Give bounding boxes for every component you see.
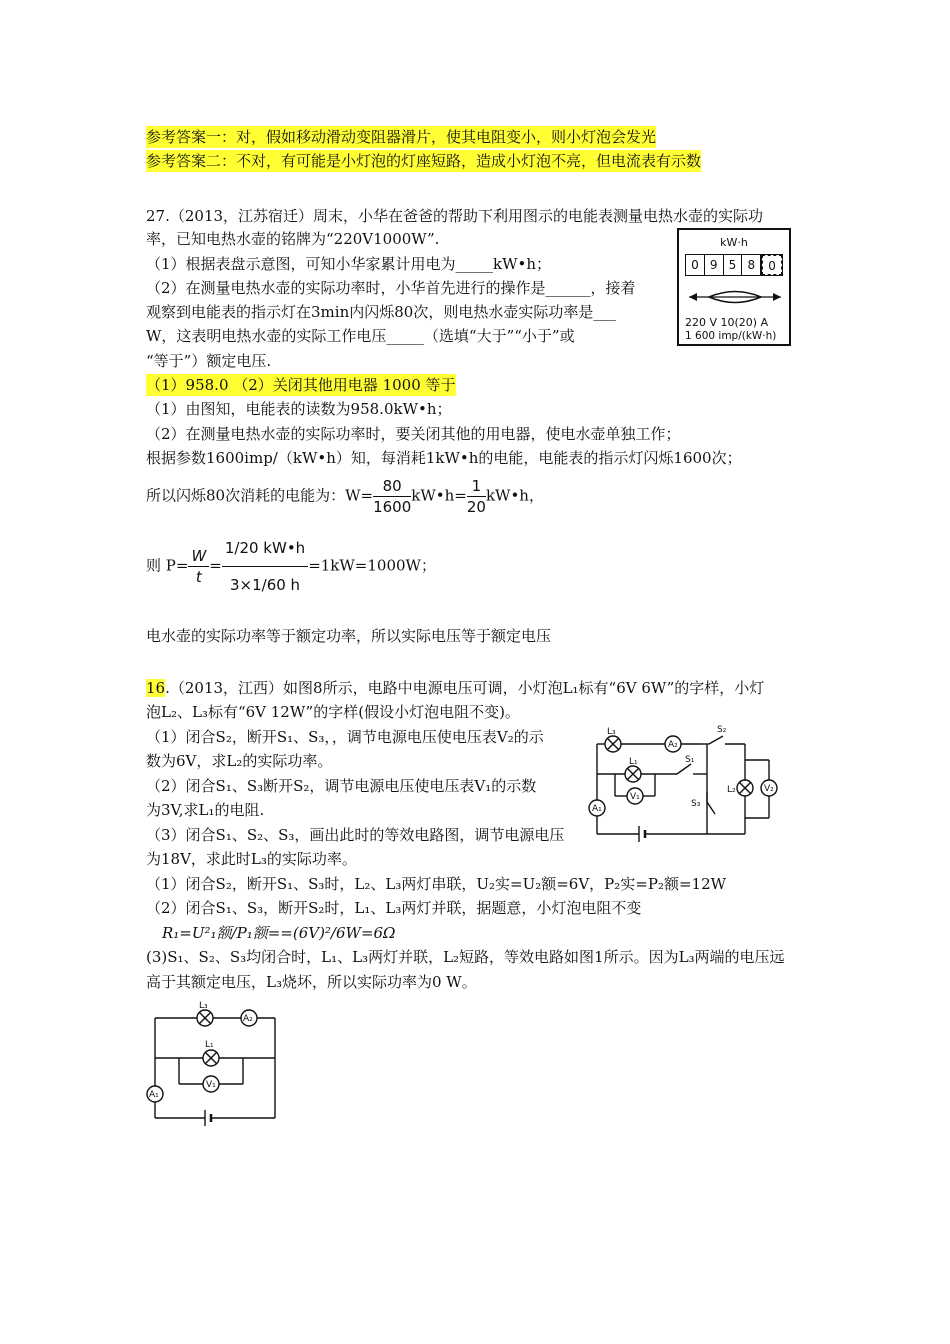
- q27-power-formula: 则 P= $\frac{W}{t}$ = $\frac{1/20 kW•h}{3\times 1/60 h}$ =1kW=1000W；: [146, 530, 436, 603]
- q27-line-6: W，这表明电热水壶的实际工作电压_____（选填“大于”“小于”或: [146, 327, 575, 345]
- q27-energy-formula: [146, 476, 544, 517]
- energy-meter-diagram: [677, 228, 791, 346]
- q27-solution-3: 根据参数1600imp/（kW•h）知，每消耗1kW•h的电能，电能表的指示灯闪烁1600次；: [146, 449, 742, 467]
- label-V2: V₂: [764, 784, 774, 794]
- q27-solution-1: （1）由图知，电能表的读数为958.0kW•h；: [146, 400, 452, 418]
- meter-rating: 220 V 10(20) A: [685, 316, 769, 329]
- q16-solution-4: (3)S₁、S₂、S₃均闭合时，L₁、L₃两灯并联，L₂短路，等效电路如图1所示。因为L₃两端的电压远: [146, 948, 785, 966]
- q16-line-3: （1）闭合S₂，断开S₁、S₃，，调节电源电压使电压表V₂的示: [146, 728, 544, 746]
- label-V1: V₁: [630, 792, 640, 802]
- label-L3: L₃: [607, 727, 616, 737]
- q27-conclusion: 电水壶的实际功率等于额定功率，所以实际电压等于额定电压: [146, 627, 552, 645]
- q16-solution-5: 高于其额定电压，L₃烧坏，所以实际功率为0 W。: [146, 973, 477, 991]
- fraction: [467, 476, 486, 517]
- meter-digit: 8: [742, 255, 762, 275]
- answer-two: 参考答案二：不对，有可能是小灯泡的灯座短路，造成小灯泡不亮，但电流表有示数: [146, 152, 702, 170]
- label-A2: A₂: [243, 1014, 253, 1024]
- fraction: [373, 476, 411, 517]
- fraction: [188, 546, 209, 587]
- q16-line-1-text: .（2013，江西）如图8所示，电路中电源电压可调，小灯泡L₁标有“6V 6W”的字样，小灯: [165, 679, 765, 697]
- label-L1: L₁: [205, 1040, 214, 1050]
- fraction-denominator: t: [195, 568, 202, 586]
- label-L2: L₂: [727, 785, 736, 795]
- label-L3: L₃: [199, 1001, 208, 1011]
- q16-solution-1: （1）闭合S₂，断开S₁、S₃时，L₂、L₃两灯串联，U₂实=U₂额=6V，P₂实=P₂额=12W: [146, 875, 727, 893]
- answer-one: 参考答案一：对，假如移动滑动变阻器滑片，使其电阻变小，则小灯泡会发光: [146, 128, 657, 146]
- compound-fraction: [222, 530, 308, 603]
- q27-solution-2: （2）在测量电热水壶的实际功率时，要关闭其他的用电器，使电水壶单独工作；: [146, 425, 681, 443]
- label-L1: L₁: [629, 757, 638, 767]
- equivalent-circuit-figure-1: [145, 1000, 285, 1128]
- fraction-numerator: 80: [373, 476, 411, 497]
- q27-line-5: 观察到电能表的指示灯在3min内闪烁80次，则电热水壶实际功率是___: [146, 303, 616, 321]
- fraction-denominator: 20: [466, 498, 486, 516]
- formula-prefix: 所以闪烁80次消耗的电能为：W=: [146, 486, 374, 505]
- circuit-diagram-figure-8: [585, 722, 785, 844]
- formula-post: =1kW=1000W；: [308, 556, 436, 575]
- fraction-numerator: 1: [467, 476, 486, 497]
- label-S2: S₂: [717, 725, 727, 735]
- formula-post: kW•h，: [485, 486, 544, 505]
- label-A1: A₁: [592, 804, 602, 814]
- q16-line-2: 泡L₂、L₃标有“6V 12W”的字样(假设小灯泡电阻不变)。: [146, 703, 520, 721]
- q16-line-1: [146, 677, 764, 699]
- q16-line-5: （2）闭合S₁、S₃断开S₂，调节电源电压使电压表V₁的示数: [146, 777, 537, 795]
- label-A1: A₁: [149, 1090, 159, 1100]
- fraction-numerator: 1/20 kW•h: [222, 530, 308, 567]
- q16-line-8: 为18V，求此时L₃的实际功率。: [146, 850, 357, 868]
- q27-line-3: （1）根据表盘示意图，可知小华家累计用电为_____kW•h；: [146, 255, 552, 273]
- meter-digit: 5: [724, 255, 743, 275]
- fraction-denominator: 1600: [373, 498, 412, 516]
- fraction-numerator: W: [188, 546, 209, 567]
- q16-line-4: 数为6V，求L₂的实际功率。: [146, 752, 333, 770]
- formula-mid: kW•h=: [411, 486, 467, 505]
- label-S1: S₁: [685, 755, 695, 765]
- q27-line-2: 率，已知电热水壶的铭牌为“220V1000W”.: [146, 230, 440, 248]
- q27-line-1: 27.（2013，江苏宿迁）周末，小华在爸爸的帮助下利用图示的电能表测量电热水壶的实际功: [146, 207, 764, 225]
- q27-line-7: “等于”）额定电压.: [146, 352, 272, 370]
- q16-line-6: 为3V,求L₁的电阻.: [146, 801, 265, 819]
- label-S3: S₃: [691, 799, 701, 809]
- meter-digit: 0: [686, 255, 705, 275]
- label-V1: V₁: [206, 1080, 216, 1090]
- q27-line-4: （2）在测量电热水壶的实际功率时，小华首先进行的操作是______，接着: [146, 279, 636, 297]
- q27-answer: （1）958.0 （2）关闭其他用电器 1000 等于: [146, 376, 456, 394]
- q16-number: 16: [146, 679, 166, 697]
- meter-digits: [685, 254, 783, 276]
- q16-solution-3: R₁=U²₁额/P₁额==(6V)²/6W=6Ω: [162, 924, 396, 942]
- q16-line-7: （3）闭合S₁、S₂、S₃，画出此时的等效电路图，调节电源电压: [146, 826, 565, 844]
- meter-imp: 1 600 imp/(kW·h): [685, 330, 777, 342]
- meter-digit-decimal: 0: [762, 255, 782, 275]
- meter-unit: kW·h: [720, 236, 748, 249]
- q16-solution-2: （2）闭合S₁、S₃，断开S₂时，L₁、L₃两灯并联，据题意，小灯泡电阻不变: [146, 899, 642, 917]
- meter-digit: 9: [705, 255, 724, 275]
- label-A2: A₂: [668, 740, 678, 750]
- formula-prefix: 则 P=: [146, 556, 189, 575]
- meter-indicator-lens: [687, 286, 783, 308]
- fraction-denominator: 3×1/60 h: [229, 576, 301, 594]
